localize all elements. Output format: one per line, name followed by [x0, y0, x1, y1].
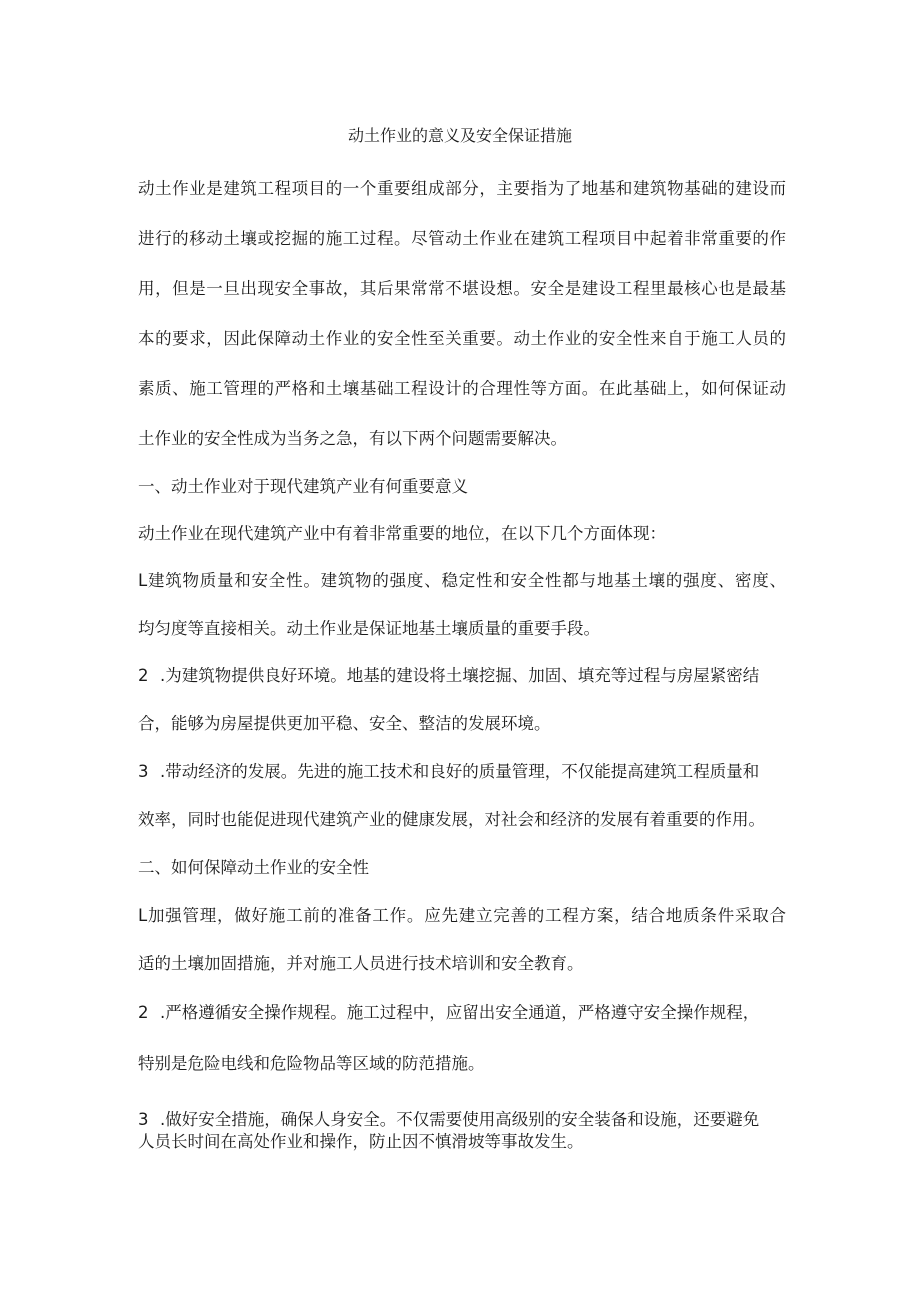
- section2-item2-number: 2: [138, 1003, 149, 1022]
- intro-line-3: 用，但是一旦出现安全事故，其后果常常不堪设想。安全是建设工程里最核心也是最基: [138, 279, 786, 298]
- intro-line-2: 进行的移动土壤或挖掘的施工过程。尽管动土作业在建筑工程项目中起着非常重要的作: [138, 229, 786, 248]
- intro-line-5: 素质、施工管理的严格和土壤基础工程设计的合理性等方面。在此基础上，如何保证动: [138, 379, 786, 398]
- section2-item2-line1: [138, 1002, 759, 1024]
- section1-item2-number: 2: [138, 666, 149, 685]
- section1-item2-line1: [138, 665, 759, 687]
- intro-line-1: 动土作业是建筑工程项目的一个重要组成部分，主要指为了地基和建筑物基础的建设而: [138, 179, 786, 198]
- section2-item2-line2: 特别是危险电线和危险物品等区域的防范措施。: [138, 1054, 485, 1073]
- section2-item2-text: .严格遵循安全操作规程。施工过程中，应留出安全通道，严格遵守安全操作规程，: [160, 1003, 760, 1022]
- section1-item1-line1: L建筑物质量和安全性。建筑物的强度、稳定性和安全性都与地基土壤的强度、密度、: [138, 571, 786, 590]
- section2-item3-number: 3: [138, 1110, 149, 1129]
- section1-item3-text: .带动经济的发展。先进的施工技术和良好的质量管理，不仅能提高建筑工程质量和: [160, 762, 760, 781]
- section2-item1-line1: L加强管理，做好施工前的准备工作。应先建立完善的工程方案，结合地质条件采取合: [138, 906, 786, 925]
- section2-item3-line2: 人员长时间在高处作业和操作，防止因不慎滑坡等事故发生。: [138, 1132, 584, 1151]
- section1-heading: 一、动土作业对于现代建筑产业有何重要意义: [138, 477, 468, 496]
- intro-line-6: 土作业的安全性成为当务之急，有以下两个问题需要解决。: [138, 429, 567, 448]
- section1-item3-line2: 效率，同时也能促进现代建筑产业的健康发展，对社会和经济的发展有着重要的作用。: [138, 810, 765, 829]
- section2-item3-text: .做好安全措施，确保人身安全。不仅需要使用高级别的安全装备和设施，还要避免: [160, 1110, 760, 1129]
- section1-item3-line1: [138, 761, 759, 783]
- intro-line-4: 本的要求，因此保障动土作业的安全性至关重要。动土作业的安全性来自于施工人员的: [138, 329, 786, 348]
- section2-heading: 二、如何保障动土作业的安全性: [138, 858, 369, 877]
- section2-item1-line2: 适的土壤加固措施，并对施工人员进行技术培训和安全教育。: [138, 954, 584, 973]
- document-title: 动土作业的意义及安全保证措施: [347, 126, 572, 145]
- section1-item2-line2: 合，能够为房屋提供更加平稳、安全、整洁的发展环境。: [138, 714, 551, 733]
- section1-item3-number: 3: [138, 762, 149, 781]
- section1-item1-line2: 均匀度等直接相关。动土作业是保证地基土壤质量的重要手段。: [138, 619, 600, 638]
- section2-item3-line1: [138, 1109, 759, 1131]
- section1-lead: 动土作业在现代建筑产业中有着非常重要的地位，在以下几个方面体现：: [138, 524, 666, 543]
- section1-item2-text: .为建筑物提供良好环境。地基的建设将土壤挖掘、加固、填充等过程与房屋紧密结: [160, 666, 760, 685]
